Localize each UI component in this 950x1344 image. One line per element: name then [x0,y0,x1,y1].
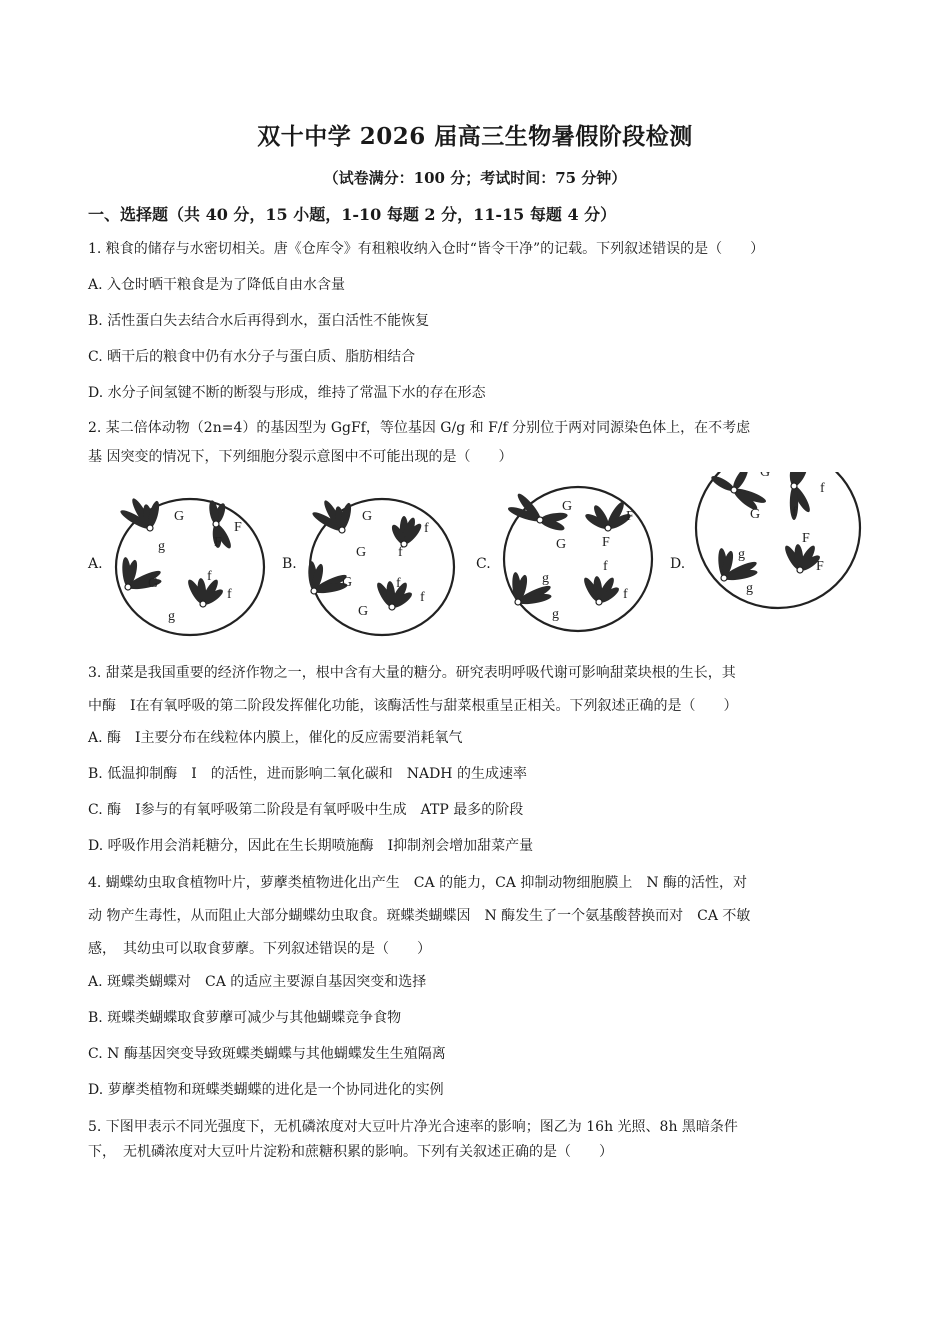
question-3-option-b[interactable]: B. 低温抑制酶 Ⅰ 的活性，进而影响二氧化碳和 NADH 的生成速率 [88,766,527,782]
gene-label: G [148,576,159,591]
cell-diagram-c-svg [496,484,661,634]
question-2-stem-line2: 基 因突变的情况下，下列细胞分裂示意图中不可能出现的是（ ） [88,449,513,465]
centromere [125,584,131,590]
question-5-stem-line2: 下， 无机磷浓度对大豆叶片淀粉和蔗糖积累的影响。下列有关叙述正确的是（ ） [88,1144,613,1160]
question-4-option-a[interactable]: A. 斑蝶类蝴蝶对 CA 的适应主要源自基因突变和选择 [88,974,427,990]
gene-label: f [227,587,232,602]
centromere [339,527,345,533]
centromere [311,588,317,594]
section-heading: 一、选择题（共 40 分，15 小题，1-10 每题 2 分，11-15 每题 4 分） [88,205,617,224]
gene-label: g [738,547,745,562]
centromere [537,517,543,523]
gene-label: G [760,472,771,480]
gene-label: F [816,559,824,574]
figure-label-b[interactable]: B. [282,556,297,572]
gene-label: F [234,520,242,535]
gene-label: F [802,531,810,546]
centromere [605,525,611,531]
gene-label: g [552,607,559,622]
gene-label: f [424,521,429,536]
centromere [731,487,737,493]
centromere [213,521,219,527]
question-2-stem-line1: 2. 某二倍体动物（2n=4）的基因型为 GgFf，等位基因 G/g 和 F/f 分别位于两对同源染色体上，在不考虑 [88,420,751,436]
question-3-option-d[interactable]: D. 呼吸作用会消耗糖分，因此在生长期喷施酶 Ⅰ抑制剂会增加甜菜产量 [88,838,534,854]
gene-label: f [207,569,212,584]
figure-label-a[interactable]: A. [88,556,103,572]
question-4-option-c[interactable]: C. N 酶基因突变导致斑蝶类蝴蝶与其他蝴蝶发生生殖隔离 [88,1046,446,1062]
question-1-option-b[interactable]: B. 活性蛋白失去结合水后再得到水，蛋白活性不能恢复 [88,313,430,329]
cell-diagram-b [300,494,465,644]
cell-diagram-a-svg [108,494,273,640]
gene-label: G [358,604,369,619]
gene-label: f [623,587,628,602]
gene-label: G [356,545,367,560]
exam-title: 双十中学 2026 届高三生物暑假阶段检测 [257,123,693,150]
gene-label: G [556,537,567,552]
cell-diagram-a [108,494,273,644]
question-1-option-a[interactable]: A. 入仓时晒干粮食是为了降低自由水含量 [88,277,346,293]
centromere [596,599,602,605]
gene-label: G [362,509,373,524]
question-4-stem-line3: 感， 其幼虫可以取食萝藦。下列叙述错误的是（ ） [88,941,431,957]
centromere [721,575,727,581]
centromere [147,525,153,531]
figure-label-c[interactable]: C. [476,556,491,572]
gene-label: f [420,590,425,605]
gene-label: g [542,571,549,586]
question-4-stem-line2: 动 物产生毒性，从而阻止大部分蝴蝶幼虫取食。斑蝶类蝴蝶因 N 酶发生了一个氨基酸替换而对 CA 不敏 [88,908,751,924]
question-3-stem-line2: 中酶 Ⅰ在有氧呼吸的第二阶段发挥催化功能，该酶活性与甜菜根重呈正相关。下列叙述正确的是（ ） [88,698,738,714]
figure-label-d[interactable]: D. [670,556,686,572]
gene-label: G [342,575,353,590]
question-1-option-d[interactable]: D. 水分子间氢键不断的断裂与形成，维持了常温下水的存在形态 [88,385,486,401]
question-3-option-c[interactable]: C. 酶 Ⅰ参与的有氧呼吸第二阶段是有氧呼吸中生成 ATP 最多的阶段 [88,802,524,818]
cell-diagram-c [496,484,661,638]
gene-label: g [168,609,175,624]
gene-label: f [603,559,608,574]
cell-diagram-d-svg [694,472,862,612]
gene-label: f [398,545,403,560]
centromere [200,601,206,607]
gene-label: F [626,509,634,524]
cell-membrane [696,472,860,608]
question-1-option-c[interactable]: C. 晒干后的粮食中仍有水分子与蛋白质、脂肪相结合 [88,349,416,365]
question-3-stem-line1: 3. 甜菜是我国重要的经济作物之一，根中含有大量的糖分。研究表明呼吸代谢可影响甜菜块根的生长，其 [88,665,736,681]
centromere [791,483,797,489]
gene-label: G [174,509,185,524]
gene-label: g [746,581,753,596]
question-5-stem-line1: 5. 下图甲表示不同光强度下，无机磷浓度对大豆叶片净光合速率的影响；图乙为 16h 光照、8h 黑暗条件 [88,1119,738,1135]
cell-diagram-b-svg [300,494,465,640]
gene-label: G [750,507,761,522]
gene-label: f [792,505,797,520]
centromere [515,599,521,605]
question-4-stem-line1: 4. 蝴蝶幼虫取食植物叶片，萝藦类植物进化出产生 CA 的能力，CA 抑制动物细胞膜上 N 酶的活性，对 [88,875,748,891]
question-4-option-b[interactable]: B. 斑蝶类蝴蝶取食萝藦可减少与其他蝴蝶竞争食物 [88,1010,402,1026]
gene-label: F [214,535,222,550]
centromere [797,567,803,573]
gene-label: G [562,499,573,514]
gene-label: f [820,481,825,496]
cell-diagram-d [694,472,862,616]
question-1-stem: 1. 粮食的储存与水密切相关。唐《仓库令》有租粮收纳入仓时“皆令干净”的记载。下列叙述错误的是（ ） [88,241,765,257]
gene-label: g [158,539,165,554]
centromere [389,604,395,610]
gene-label: f [396,576,401,591]
exam-subtitle: （试卷满分：100 分；考试时间：75 分钟） [323,169,627,187]
question-4-option-d[interactable]: D. 萝藦类植物和斑蝶类蝴蝶的进化是一个协同进化的实例 [88,1082,444,1098]
question-3-option-a[interactable]: A. 酶 Ⅰ主要分布在线粒体内膜上，催化的反应需要消耗氧气 [88,730,463,746]
gene-label: F [602,535,610,550]
